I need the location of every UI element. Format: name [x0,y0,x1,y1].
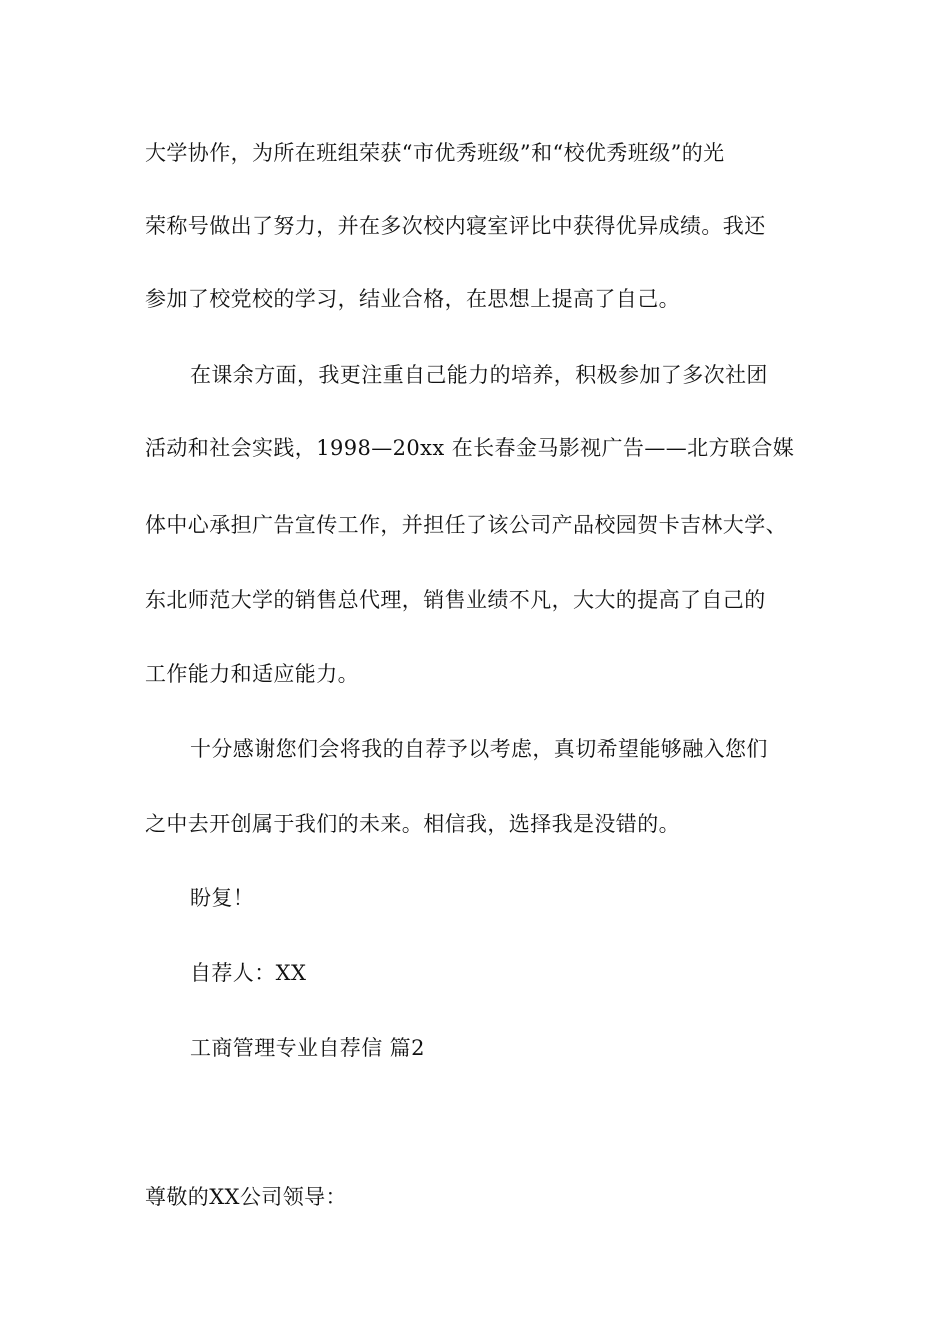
section-heading: 工商管理专业自荐信 篇2 [190,1036,425,1060]
salutation-line: 尊敬的XX公司领导： [145,1185,347,1209]
paragraph-line: 参加了校党校的学习，结业合格，在思想上提高了自己。 [145,287,680,311]
paragraph-line: 之中去开创属于我们的未来。相信我，选择我是没错的。 [145,812,680,836]
closing-line: 盼复！ [190,886,255,910]
paragraph-line: 在课余方面，我更注重自己能力的培养，积极参加了多次社团 [190,363,768,387]
signature-line: 自荐人：XX [190,961,307,985]
paragraph-line: 荣称号做出了努力，并在多次校内寝室评比中获得优异成绩。我还 [145,214,766,238]
paragraph-line: 工作能力和适应能力。 [145,662,359,686]
paragraph-line: 东北师范大学的销售总代理，销售业绩不凡，大大的提高了自己的 [145,588,766,612]
paragraph-line: 十分感谢您们会将我的自荐予以考虑，真切希望能够融入您们 [190,737,768,761]
paragraph-line: 体中心承担广告宣传工作，并担任了该公司产品校园贺卡吉林大学、 [145,513,787,537]
paragraph-line: 活动和社会实践，1998—20xx 在长春金马影视广告——北方联合媒 [145,436,795,460]
paragraph-line: 大学协作，为所在班组荣获“市优秀班级”和“校优秀班级”的光 [145,141,725,165]
